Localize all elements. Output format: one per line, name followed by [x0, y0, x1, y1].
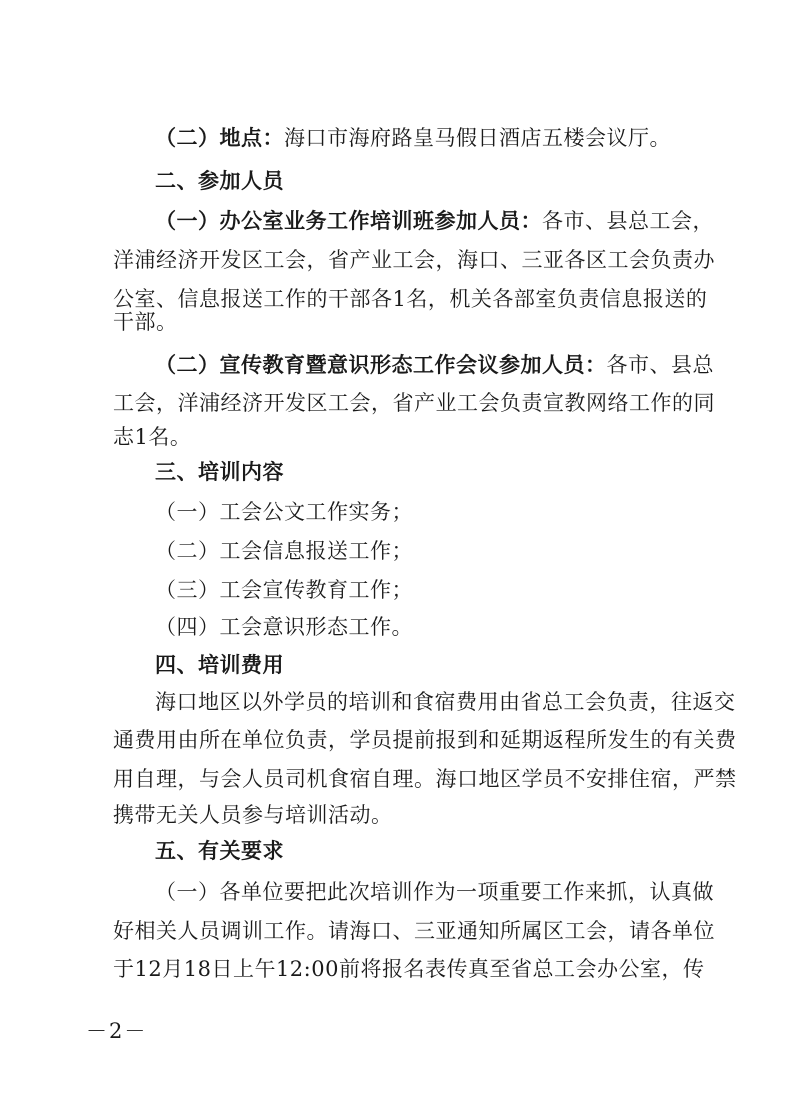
content-item-4: （四）工会意识形态工作。	[155, 615, 413, 639]
participants-item2-line2: 工会，洋浦经济开发区工会，省产业工会负责宣教网络工作的同	[113, 391, 715, 415]
participants-item2-rest: 各市、县总	[606, 353, 714, 377]
section-heading-fees: 四、培训费用	[155, 653, 284, 677]
content-item-2: （二）工会信息报送工作；	[155, 539, 413, 563]
content-item-1: （一）工会公文工作实务；	[155, 500, 413, 524]
requirements-line1: （一）各单位要把此次培训作为一项重要工作来抓，认真做	[155, 880, 714, 904]
requirements-line2: 好相关人员调训工作。请海口、三亚通知所属区工会，请各单位	[113, 919, 715, 943]
location-label: （二）地点：	[155, 126, 284, 150]
location-text: 海口市海府路皇马假日酒店五楼会议厅。	[284, 126, 671, 150]
location-line	[155, 124, 693, 154]
fees-line2: 通费用由所在单位负责，学员提前报到和延期返程所发生的有关费	[113, 728, 737, 752]
participants-item1-line3: 公室、信息报送工作的干部各1名，机关各部室负责信息报送的	[113, 287, 708, 311]
section-heading-content: 三、培训内容	[155, 460, 284, 484]
fees-line4: 携带无关人员参与培训活动。	[113, 803, 393, 827]
section-heading-participants: 二、参加人员	[155, 169, 284, 193]
fees-line1: 海口地区以外学员的培训和食宿费用由省总工会负责，往返交	[155, 690, 736, 714]
participants-item1-rest: 各市、县总工会，	[542, 209, 714, 233]
participants-item1-line1	[155, 207, 714, 237]
fees-line3: 用自理，与会人员司机食宿自理。海口地区学员不安排住宿，严禁	[113, 767, 737, 791]
participants-item1-label: （一）办公室业务工作培训班参加人员：	[155, 209, 542, 233]
participants-item1-line4: 干部。	[113, 310, 178, 334]
participants-item2-label: （二）宣传教育暨意识形态工作会议参加人员：	[155, 353, 607, 377]
participants-item2-line1	[155, 351, 714, 381]
content-item-3: （三）工会宣传教育工作；	[155, 578, 413, 602]
page-number: －2－	[86, 1019, 148, 1043]
requirements-line3: 于12月18日上午12:00前将报名表传真至省总工会办公室，传	[113, 957, 705, 981]
participants-item1-line2: 洋浦经济开发区工会，省产业工会，海口、三亚各区工会负责办	[113, 248, 715, 272]
section-heading-requirements: 五、有关要求	[155, 839, 284, 863]
participants-item2-line3: 志1名。	[113, 425, 192, 449]
